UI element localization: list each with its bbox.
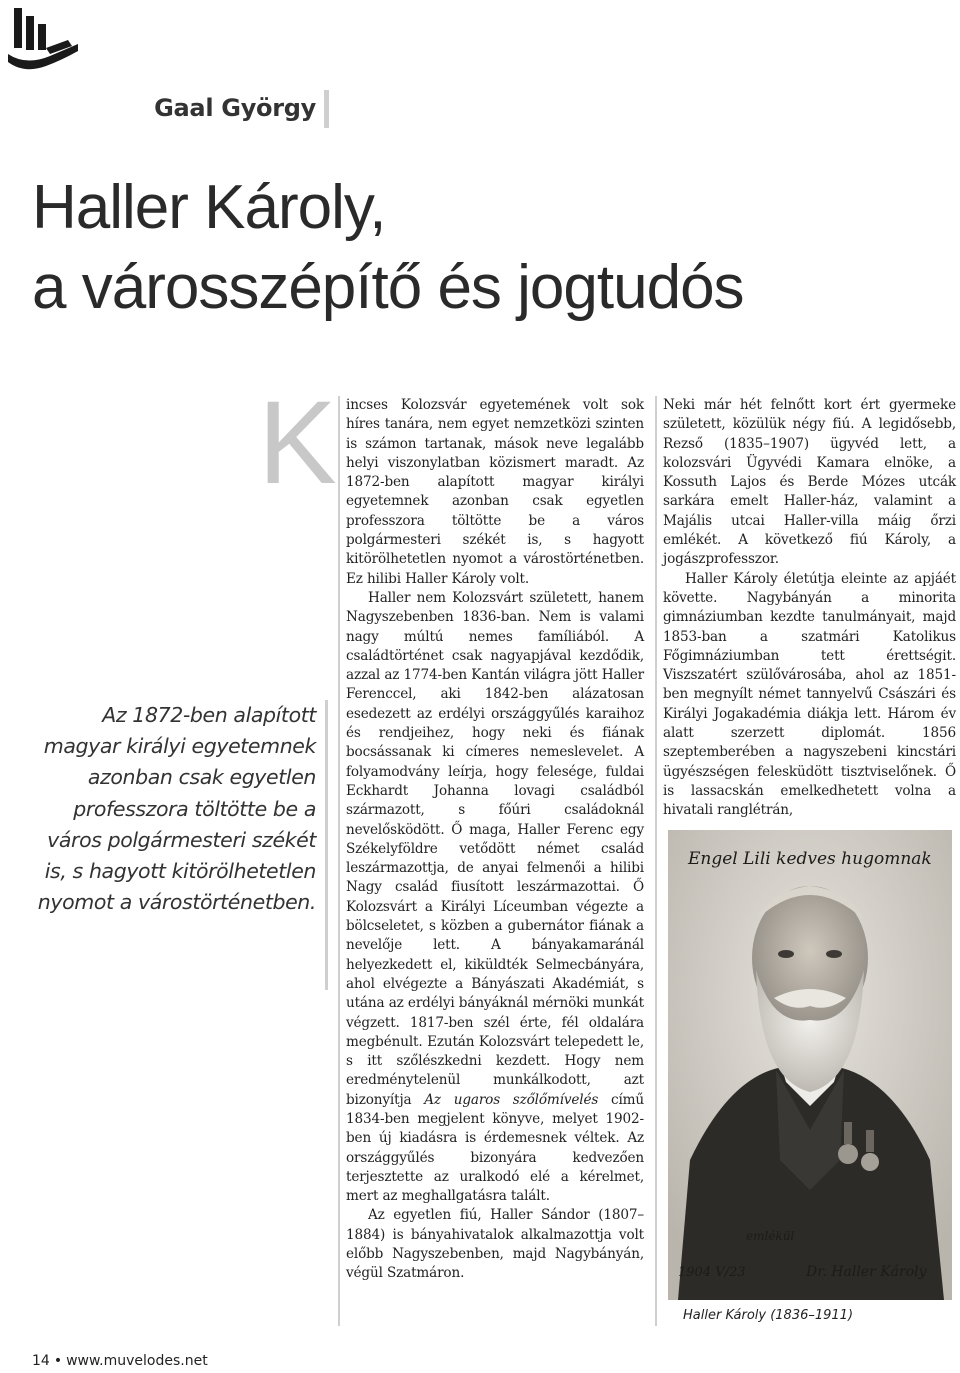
- page-number: 14: [32, 1353, 50, 1369]
- website-link[interactable]: www.muvelodes.net: [66, 1353, 208, 1369]
- paragraph: [346, 589, 644, 1207]
- portrait-photo: [668, 830, 952, 1300]
- title-line-1: Haller Károly,: [32, 173, 386, 242]
- author-divider: [324, 90, 329, 128]
- photo-signature: Dr. Haller Károly: [806, 1264, 927, 1280]
- book-title: Az ugaros szőlőmívelés: [424, 1091, 599, 1108]
- paragraph: Haller Károly életútja eleinte az apjáét követte. Nagybányán a minorita gimnáziumban kezdte tanulmányait, majd 1853-ban a szatmári Katolikus Főgimnáziumban tett érettségit. Viszszatért szülővárosába, ahol az 1851-ben megnyílt német tannyelvű Császári és Királyi Jogakadémia diákja lett. Három év alatt szerzett diplomát. 1856 szeptemberében a nagyszebeni kincstári ügyészségen felesküdött tisztviselőnek. Ő is lassacskán emelkedhetett volna a hivatali ranglétrán,: [663, 570, 956, 819]
- paragraph-text: című 1834-ben megjelent könyve, melyet 1902-ben új kiadásra is érdemesnek véltek. Az országgyűlés bizonyára kedvezően terjesztette az uralkodó elé a kérelmet, mert az meghallgatásra talált.: [346, 1091, 644, 1205]
- article-title: [32, 168, 932, 328]
- photo-inscription-date: 1904 V/23: [678, 1265, 746, 1280]
- portrait-illustration: [668, 830, 952, 1300]
- paragraph: incses Kolozsvár egyetemének volt sok híres tanára, nem egyet nemzetközi szinten is számon tartanak, mások neve legalább helyi viszonylatban közismert maradt. Az 1872-ben alapított magyar királyi egyetemnek azonban csak egyetlen professzora töltötte be a város polgármesteri székét is, s hagyott kitörölhetetlen nyomot a várostörténetben. Ez hilibi Haller Károly volt.: [346, 397, 644, 587]
- drop-cap: K: [258, 377, 337, 509]
- photo-caption: Haller Károly (1836–1911): [683, 1308, 854, 1323]
- title-line-2: a városszépítő és jogtudós: [32, 253, 744, 322]
- photo-inscription-top: Engel Lili kedves hugomnak: [688, 849, 932, 869]
- article-column-1: [346, 396, 644, 1284]
- paragraph: Az egyetlen fiú, Haller Sándor (1807–1884) is bányahivatalok alkalmazottja volt előbb Nagyszebenben, majd Nagybányán, végül Szatmáron.: [346, 1207, 644, 1282]
- paragraph: Neki már hét felnőtt kort ért gyermeke született, közülük négy fiú. A legidősebb, Rezső (1835–1907) ügyvéd lett, a kolozsvári Ügyvédi Kamara elnöke, a Kossuth Lajos és Berde Mózes utcák sarkára emelt Haller-ház, valamint a Majális utcai Haller-villa máig őrzi emlékét. A következő fiú Károly, a jogászprofesszor.: [663, 397, 956, 568]
- photo-inscription-note: emlékül: [746, 1229, 795, 1243]
- column-1-rule: [338, 396, 340, 1326]
- magazine-logo: [6, 4, 80, 74]
- bullet-separator: •: [53, 1353, 63, 1369]
- paragraph-text: Haller nem Kolozsvárt született, hanem Nagyszebenben 1836-ban. Nem is valami nagy múltú nemes famíliából. A családtörténet csak nagyapjával kezdődik, azzal az 1774-ben Kantán világra jött Haller Ferenccel, aki 1842-ben alázatosan esedezett az erdélyi országgyűlés karaihoz és rendjeihez, hogy neki és fiának bocsássanak ki címeres nemeslevelet. A folyamodvány leírja, hogy felesége, fuldai Eckhardt Johanna lovagi családból származott, s főúri családoknál nevelősködött. Ő maga, Haller Ferenc egy Székelyföldre vetődött német család leszármazottja, de anyai felmenői a hilibi Nagy család fiusított leszármazottai. Ő Kolozsvárt a Királyi Líceumban végezte a bölcseletet, s közben a gubernátor fiának a nevelője lett. A bányakamaránál helyezkedett el, kiküldték Selmecbányára, ahol elvégezte a Bányászati Akadémiát, s utána az erdélyi bányáknál mérnöki munkát végzett. 1817-ben szél érte, fél oldalára megbénult. Ezután Kolozsvárt telepedett le, s itt szőlészkedni kezdett. Hogy nem eredménytelenül munkálkodott, azt bizonyítja: [346, 589, 644, 1108]
- column-2-rule: [655, 396, 657, 1326]
- page-footer: [32, 1353, 208, 1369]
- pull-quote: Az 1872-ben alapított magyar királyi egyetemnek azonban csak egyetlen professzora töltötte be a város polgármesteri székét is, s hagyott kitörölhetetlen nyomot a várostörténetben.: [37, 703, 316, 915]
- pull-quote-rule: [325, 700, 328, 990]
- author-name: Gaal György: [154, 94, 316, 122]
- article-column-2: [663, 396, 956, 821]
